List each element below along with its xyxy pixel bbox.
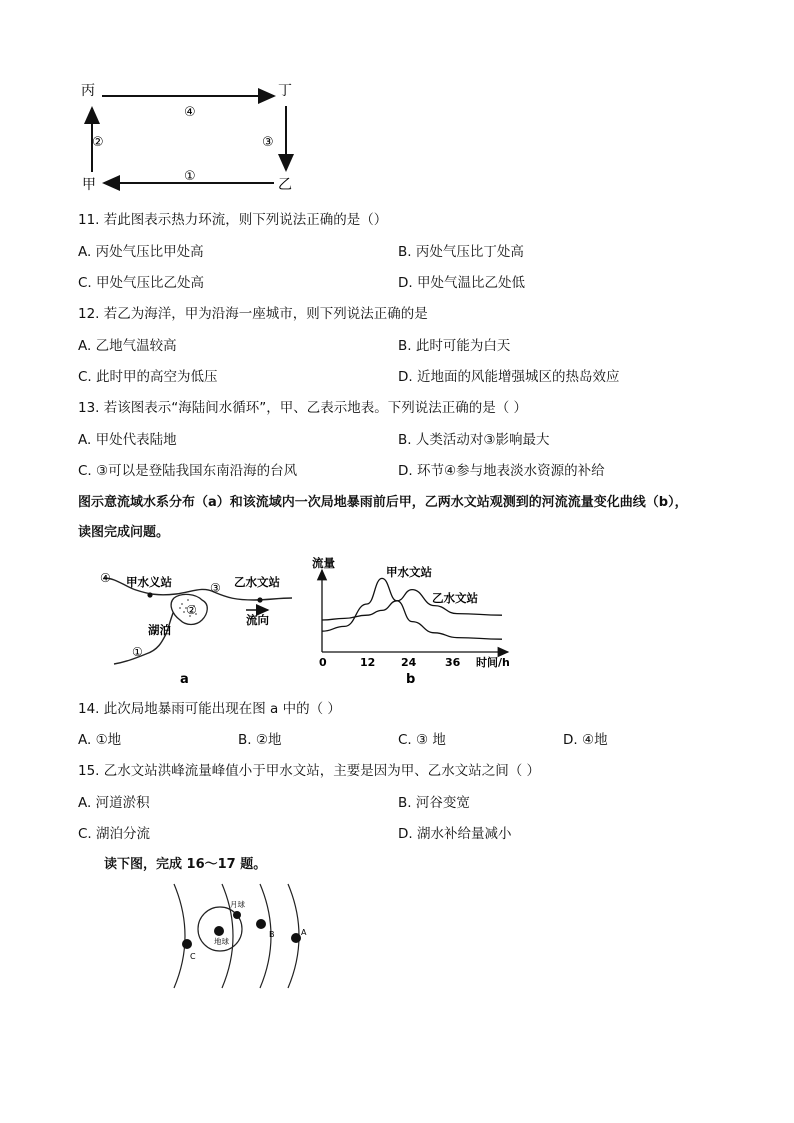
q12-option-a[interactable]: A. 乙地气温较高 [78,338,177,354]
x-tick-0: 0 [319,656,327,669]
caption-b: b [406,672,416,686]
q12-option-c[interactable]: C. 此时甲的高空为低压 [78,369,218,385]
station-yi-dot [257,597,262,602]
x-tick-12: 12 [360,656,376,669]
label-3: ③ [262,135,274,150]
y-axis-label: 流量 [312,556,335,570]
q13-option-d[interactable]: D. 环节④参与地表淡水资源的补给 [398,463,605,479]
station-jia-label: 甲水义站 [126,575,172,589]
marker-3: ③ [210,581,221,595]
station-yi-label: 乙水文站 [234,575,280,589]
orbit-arc-1 [174,884,185,988]
series-jia-label: 甲水文站 [386,565,432,579]
q12-option-d[interactable]: D. 近地面的风能增强城区的热岛效应 [398,369,620,385]
intro-text-line2: 读图完成问题。 [78,525,170,540]
corner-jia: 甲 [82,177,96,193]
corner-yi: 乙 [278,177,292,193]
moon-label: 月球 [230,900,245,909]
q11-option-d[interactable]: D. 甲处气温比乙处低 [398,275,525,291]
q13-option-c[interactable]: C. ③可以是登陆我国东南沿海的台风 [78,463,298,479]
circulation-diagram [78,76,308,200]
q14-stem: 14. 此次局地暴雨可能出现在图 a 中的（ ） [78,701,341,717]
marker-2: ② [186,603,197,617]
q13-option-b[interactable]: B. 人类活动对③影响最大 [398,432,550,448]
corner-bing: 丙 [81,83,95,99]
point-c-label: C [190,952,196,961]
x-axis-label: 时间/h [476,656,510,669]
q15-option-b[interactable]: B. 河谷变宽 [398,795,470,811]
q15-stem: 15. 乙水文站洪峰流量峰值小于甲水文站，主要是因为甲、乙水文站之间（ ） [78,763,541,779]
q14-option-c[interactable]: C. ③ 地 [398,732,446,748]
q11-option-c[interactable]: C. 甲处气压比乙处高 [78,275,205,291]
q14-option-a[interactable]: A. ①地 [78,732,122,748]
discharge-chart-b [308,552,518,686]
station-jia-dot [147,592,152,597]
point-b-dot [256,919,266,929]
x-tick-36: 36 [445,656,461,669]
q15-option-a[interactable]: A. 河道淤积 [78,795,150,811]
series-yi-label: 乙水文站 [432,591,478,605]
q13-stem: 13. 若该图表示“海陆间水循环”，甲、乙表示地表。下列说法正确的是（ ） [78,400,528,416]
q14-option-b[interactable]: B. ②地 [238,732,282,748]
intro-16-17: 读下图，完成 16～17 题。 [104,857,267,872]
corner-ding: 丁 [278,83,292,99]
earth-label: 地球 [214,937,229,946]
q15-option-d[interactable]: D. 湖水补给量减小 [398,826,512,842]
marker-1: ① [132,645,143,659]
caption-a: a [180,672,189,686]
point-a-dot [291,933,301,943]
point-b-label: B [269,930,275,939]
x-tick-24: 24 [401,656,417,669]
q11-stem: 11. 若此图表示热力环流，则下列说法正确的是（） [78,212,388,228]
river-map-a [96,562,296,686]
label-4: ④ [184,105,196,120]
marker-4: ④ [100,571,111,585]
q13-option-a[interactable]: A. 甲处代表陆地 [78,432,177,448]
q11-option-b[interactable]: B. 丙处气压比丁处高 [398,244,524,260]
point-a-label: A [301,928,307,937]
q12-stem: 12. 若乙为海洋，甲为沿海一座城市，则下列说法正确的是 [78,306,428,322]
q15-option-c[interactable]: C. 湖泊分流 [78,826,151,842]
q12-option-b[interactable]: B. 此时可能为白天 [398,338,511,354]
moon-dot [233,911,241,919]
q11-option-a[interactable]: A. 丙处气压比甲处高 [78,244,204,260]
label-2: ② [92,135,104,150]
lake-label: 湖泊 [148,623,171,637]
q14-option-d[interactable]: D. ④地 [563,732,608,748]
earth-dot [214,926,224,936]
flow-label: 流向 [246,613,269,627]
label-1: ① [184,169,196,184]
point-c-dot [182,939,192,949]
intro-text-line1: 图示意流域水系分布（a）和该流域内一次局地暴雨前后甲，乙两水文站观测到的河流流量变化曲线（b）， [78,495,688,510]
orbit-diagram [170,880,320,992]
series-jia-line [322,578,502,639]
